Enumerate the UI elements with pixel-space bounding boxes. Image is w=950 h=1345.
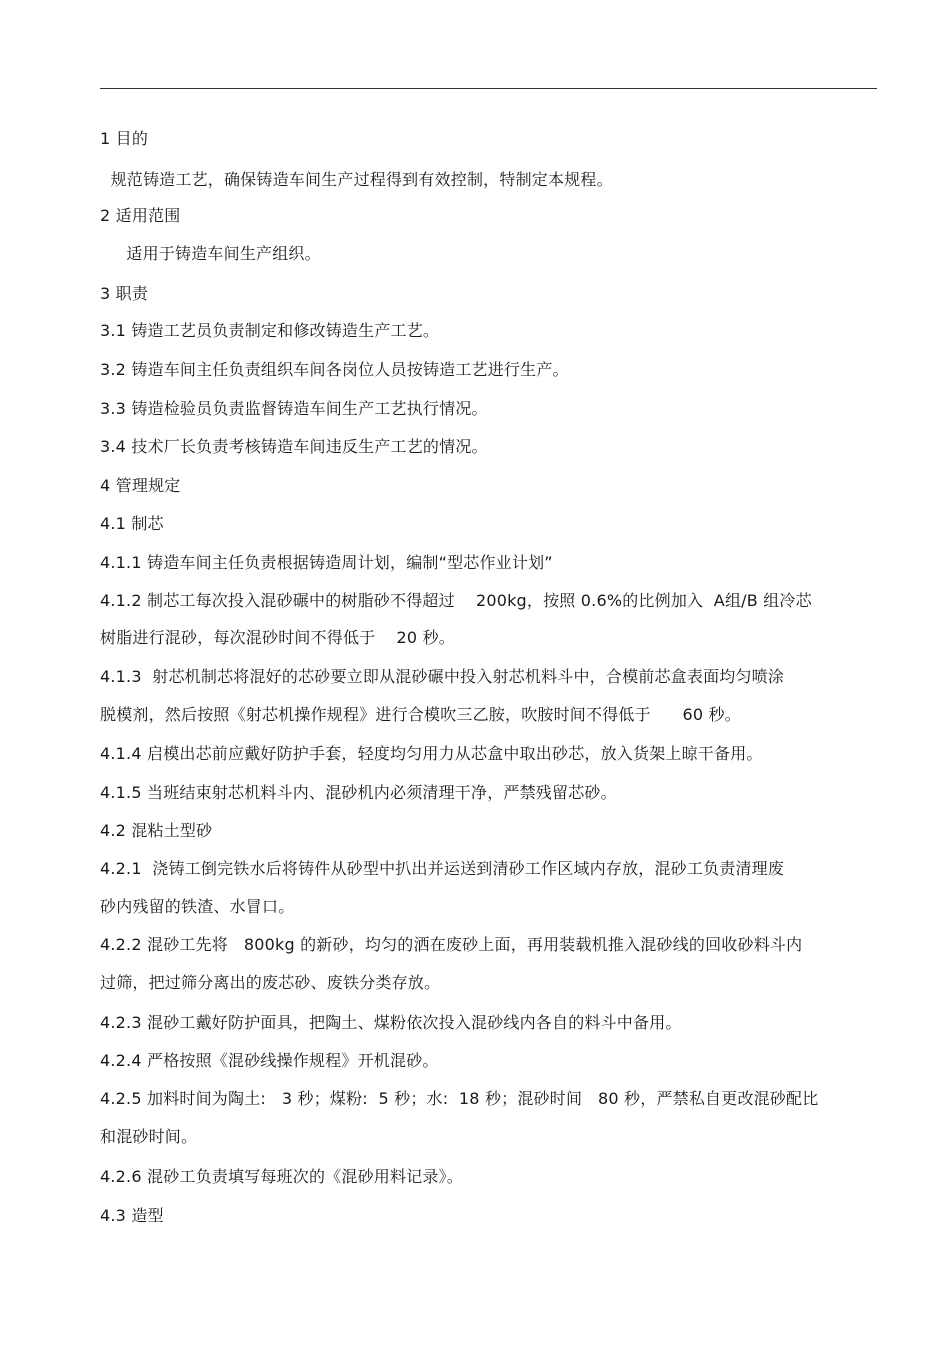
clause-4-2-1-line-1: 4.2.1 浇铸工倒完铁水后将铸件从砂型中扒出并运送到清砂工作区域内存放，混砂工负责清理废 — [100, 859, 785, 878]
clause-4-1-2-line-1: 4.1.2 制芯工每次投入混砂碾中的树脂砂不得超过 200kg，按照 0.6%的比例加入 A组/B 组冷芯 — [100, 591, 812, 610]
duty-item-3-2: 3.2 铸造车间主任负责组织车间各岗位人员按铸造工艺进行生产。 — [100, 360, 569, 379]
clause-4-2-2-line-1: 4.2.2 混砂工先将 800kg 的新砂，均匀的洒在废砂上面，再用装载机推入混砂线的回收砂料斗内 — [100, 935, 803, 954]
clause-4-2-1-line-2: 砂内残留的铁渣、水冒口。 — [100, 897, 295, 916]
section-heading-management: 4 管理规定 — [100, 476, 181, 495]
clause-4-2-3: 4.2.3 混砂工戴好防护面具，把陶土、煤粉依次投入混砂线内各自的料斗中备用。 — [100, 1013, 682, 1032]
clause-4-1-1: 4.1.1 铸造车间主任负责根据铸造周计划，编制“型芯作业计划” — [100, 553, 553, 572]
clause-4-1-2-line-2: 树脂进行混砂，每次混砂时间不得低于 20 秒。 — [100, 628, 455, 647]
clause-4-2-2-line-2: 过筛，把过筛分离出的废芯砂、废铁分类存放。 — [100, 973, 441, 992]
section-heading-scope: 2 适用范围 — [100, 206, 181, 225]
paragraph-purpose: 规范铸造工艺，确保铸造车间生产过程得到有效控制，特制定本规程。 — [100, 170, 613, 189]
header-rule — [100, 88, 877, 89]
subsection-heading-core-making: 4.1 制芯 — [100, 514, 164, 533]
clause-4-2-6: 4.2.6 混砂工负责填写每班次的《混砂用料记录》。 — [100, 1167, 463, 1186]
clause-4-1-5: 4.1.5 当班结束射芯机料斗内、混砂机内必须清理干净，严禁残留芯砂。 — [100, 783, 617, 802]
subsection-heading-molding: 4.3 造型 — [100, 1206, 164, 1225]
clause-4-1-4: 4.1.4 启模出芯前应戴好防护手套，轻度均匀用力从芯盒中取出砂芯，放入货架上晾干备用。 — [100, 744, 763, 763]
clause-4-1-3-line-2: 脱模剂，然后按照《射芯机操作规程》进行合模吹三乙胺，吹胺时间不得低于 60 秒。 — [100, 705, 741, 724]
clause-4-1-3-line-1: 4.1.3 射芯机制芯将混好的芯砂要立即从混砂碾中投入射芯机料斗中，合模前芯盒表面均匀喷涂 — [100, 667, 785, 686]
duty-item-3-4: 3.4 技术厂长负责考核铸造车间违反生产工艺的情况。 — [100, 437, 488, 456]
section-heading-purpose: 1 目的 — [100, 129, 149, 148]
clause-4-2-4: 4.2.4 严格按照《混砂线操作规程》开机混砂。 — [100, 1051, 439, 1070]
subsection-heading-clay-sand: 4.2 混粘土型砂 — [100, 821, 213, 840]
duty-item-3-1: 3.1 铸造工艺员负责制定和修改铸造生产工艺。 — [100, 321, 440, 340]
section-heading-duties: 3 职责 — [100, 284, 149, 303]
clause-4-2-5-line-1: 4.2.5 加料时间为陶土: 3 秒；煤粉: 5 秒；水: 18 秒；混砂时间 80 秒，严禁私自更改混砂配比 — [100, 1089, 819, 1108]
clause-4-2-5-line-2: 和混砂时间。 — [100, 1127, 198, 1146]
paragraph-scope: 适用于铸造车间生产组织。 — [100, 244, 321, 263]
duty-item-3-3: 3.3 铸造检验员负责监督铸造车间生产工艺执行情况。 — [100, 399, 488, 418]
